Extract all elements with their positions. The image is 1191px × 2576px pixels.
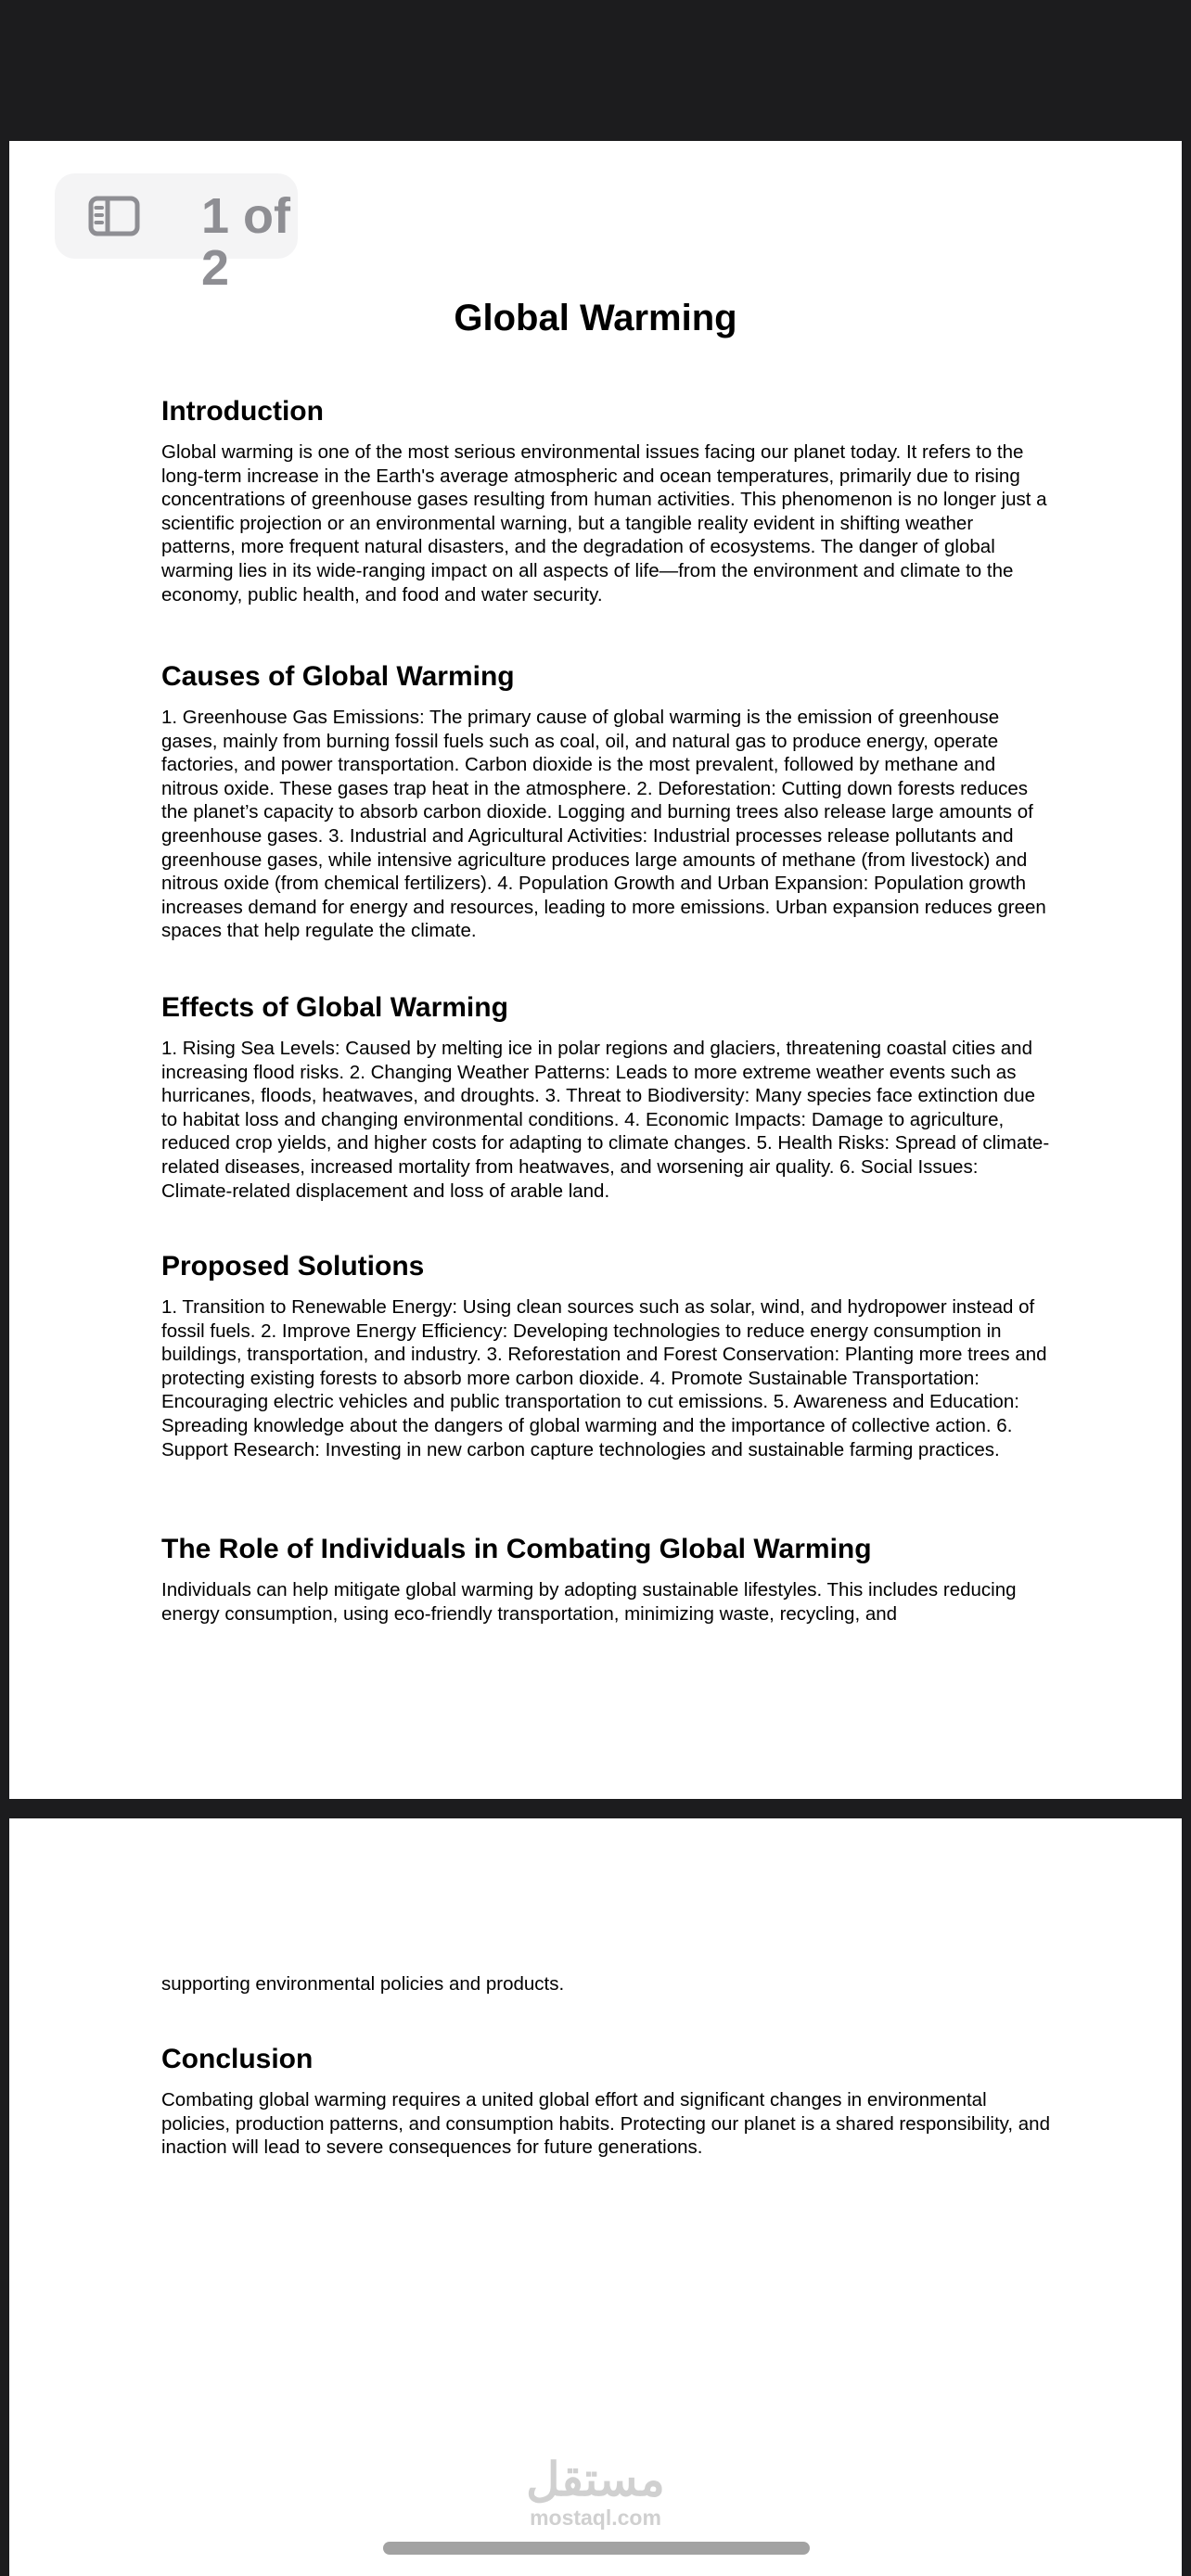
section-heading: Effects of Global Warming [161,992,508,1023]
page-count: 1 of 2 [201,188,291,296]
page-indicator[interactable] [55,173,298,296]
watermark-logo [9,2454,1182,2530]
document-title: Global Warming [454,298,737,338]
section-causes [161,660,1052,943]
section-body: 1. Greenhouse Gas Emissions: The primary cause of global warming is the emission of greenhouse gases, mainly from burning fossil fuels such as coal, oil, and natural gas to produce energy, operate factories, and power transportation. Carbon dioxide is the most prevalent, followed by methane and nitrous oxide. These gases trap heat in the atmosphere. 2. Deforestation: Cutting down forests reduces the planet’s capacity to absorb carbon dioxide. Logging and burning trees also release large amounts of greenhouse gases. 3. Industrial and Agricultural Activities: Industrial processes release pollutants and greenhouse gases, while intensive agriculture produces large amounts of methane (from livestock) and nitrous oxide (from chemical fertilizers). 4. Population Growth and Urban Expansion: Population growth increases demand for energy and resources, leading to more emissions. Urban expansion reduces green spaces that help regulate the climate. [161,707,1046,942]
section-body: Individuals can help mitigate global warming by adopting sustainable lifestyles. This includes reducing energy consumption, using eco-friendly transportation, minimizing waste, recycling, and [161,1579,1017,1625]
watermark-latin: mostaql.com [530,2506,661,2530]
section-conclusion [161,2043,1052,2160]
sidebar-icon [88,196,140,236]
section-individuals [161,1533,1052,1626]
continued-text: supporting environmental policies and products. [161,1973,565,1995]
section-heading: The Role of Individuals in Combating Global Warming [161,1534,872,1564]
section-effects [161,991,1052,1203]
section-solutions [161,1250,1052,1461]
section-introduction [161,395,1052,606]
document-page-1 [9,141,1182,1799]
watermark-arabic: مستقل [526,2454,665,2506]
section-heading: Proposed Solutions [161,1251,425,1282]
section-heading: Conclusion [161,2044,314,2074]
section-body: 1. Rising Sea Levels: Caused by melting ice in polar regions and glaciers, threatening coastal cities and increasing flood risks. 2. Changing Weather Patterns: Leads to more extreme weather events such as hurricanes, floods, heatwaves, and droughts. 3. Threat to Biodiversity: Many species face extinction due to habitat loss and changing environmental conditions. 4. Economic Impacts: Damage to agriculture, reduced crop yields, and higher costs for adapting to climate changes. 5. Health Risks: Spread of climate-related diseases, increased mortality from heatwaves, and worsening air quality. 6. Social Issues: Climate-related displacement and loss of arable land. [161,1038,1050,1202]
section-heading: Introduction [161,396,324,427]
document-page-2 [9,1818,1182,2576]
section-body: Combating global warming requires a united global effort and significant changes in environmental policies, production patterns, and consumption habits. Protecting our planet is a shared responsibility, and inaction will lead to severe consequences for future generations. [161,2089,1050,2159]
section-body: Global warming is one of the most serious environmental issues facing our planet today. It refers to the long-term increase in the Earth's average atmospheric and ocean temperatures, primarily due to rising concentrations of greenhouse gases resulting from human activities. This phenomenon is no longer just a scientific projection or an environmental warning, but a tangible reality evident in shifting weather patterns, more frequent natural disasters, and the degradation of ecosystems. The danger of global warming lies in its wide-ranging impact on all aspects of life—from the environment and climate to the economy, public health, and food and water security. [161,441,1047,606]
section-heading: Causes of Global Warming [161,661,515,692]
home-indicator[interactable] [383,2542,810,2555]
section-body: 1. Transition to Renewable Energy: Using clean sources such as solar, wind, and hydropower instead of fossil fuels. 2. Improve Energy Efficiency: Developing technologies to reduce energy consumption in buildings, transportation, and industry. 3. Reforestation and Forest Conservation: Planting more trees and protecting existing forests to absorb more carbon dioxide. 4. Promote Sustainable Transportation: Encouraging electric vehicles and public transportation to cut emissions. 5. Awareness and Education: Spreading knowledge about the dangers of global warming and the importance of collective action. 6. Support Research: Investing in new carbon capture technologies and sustainable farming practices. [161,1296,1047,1460]
